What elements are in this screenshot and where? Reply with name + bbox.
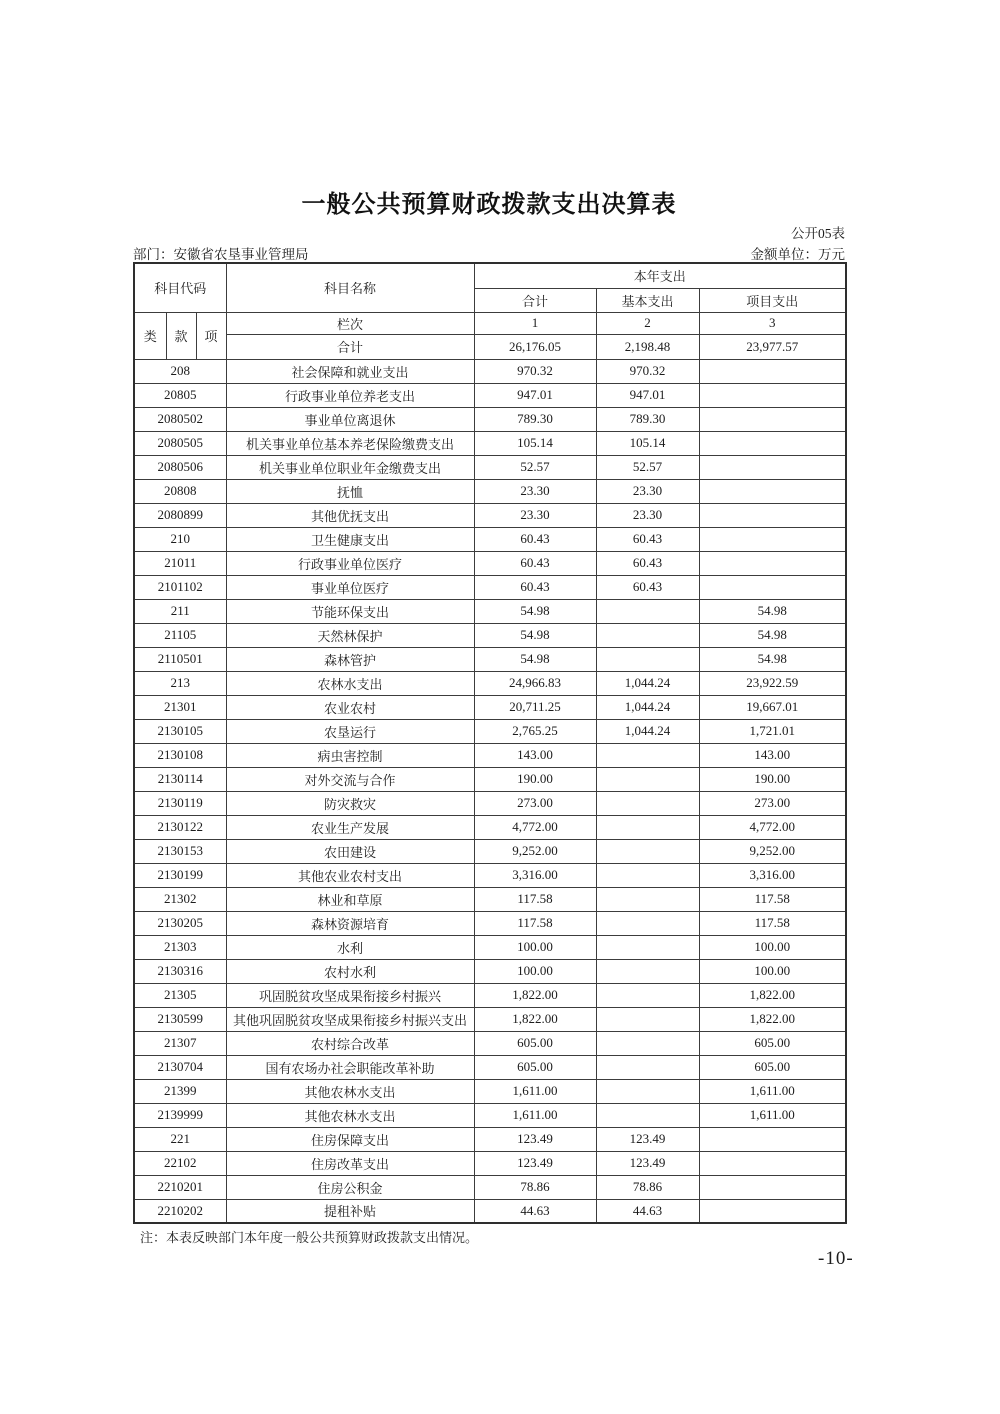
- total-cell: 970.32: [474, 359, 596, 383]
- grand-total-basic: 2,198.48: [596, 334, 699, 359]
- basic-expenditure-cell: [596, 911, 699, 935]
- subject-code-cell: 210: [134, 527, 226, 551]
- project-expenditure-cell: 9,252.00: [699, 839, 846, 863]
- project-expenditure-cell: 54.98: [699, 623, 846, 647]
- class-header: 类: [134, 312, 166, 359]
- subject-name-cell: 农村水利: [226, 959, 474, 983]
- project-expenditure-cell: [699, 527, 846, 551]
- subject-code-cell: 2130114: [134, 767, 226, 791]
- total-cell: 3,316.00: [474, 863, 596, 887]
- project-expenditure-cell: [699, 431, 846, 455]
- subject-code-cell: 22102: [134, 1151, 226, 1175]
- amount-unit-label: 金额单位：万元: [750, 247, 845, 262]
- page-number: -10-: [818, 1248, 854, 1269]
- table-row: [134, 575, 846, 599]
- table-row: [134, 623, 846, 647]
- subject-code-cell: 21011: [134, 551, 226, 575]
- subject-name-cell: 水利: [226, 935, 474, 959]
- total-cell: 123.49: [474, 1151, 596, 1175]
- basic-expenditure-cell: 1,044.24: [596, 671, 699, 695]
- basic-expenditure-cell: [596, 1079, 699, 1103]
- project-expenditure-cell: 1,611.00: [699, 1103, 846, 1127]
- total-cell: 1,822.00: [474, 983, 596, 1007]
- column-number-1: 1: [474, 312, 596, 334]
- basic-expenditure-cell: [596, 599, 699, 623]
- subject-code-cell: 2080505: [134, 431, 226, 455]
- table-row: [134, 431, 846, 455]
- total-cell: 190.00: [474, 767, 596, 791]
- basic-expenditure-cell: [596, 767, 699, 791]
- current-year-expenditure-header: 本年支出: [474, 263, 846, 288]
- subject-name-cell: 农村综合改革: [226, 1031, 474, 1055]
- total-cell: 1,822.00: [474, 1007, 596, 1031]
- header-row-1: [134, 263, 846, 288]
- subject-code-cell: 2110501: [134, 647, 226, 671]
- basic-expenditure-cell: 60.43: [596, 575, 699, 599]
- table-row: [134, 839, 846, 863]
- total-cell: 60.43: [474, 575, 596, 599]
- total-cell: 789.30: [474, 407, 596, 431]
- basic-expenditure-cell: [596, 647, 699, 671]
- subject-name-cell: 农业农村: [226, 695, 474, 719]
- table-row: [134, 1079, 846, 1103]
- subject-name-cell: 其他优抚支出: [226, 503, 474, 527]
- basic-expenditure-cell: 105.14: [596, 431, 699, 455]
- public-table-code: 公开05表: [791, 226, 845, 241]
- total-cell: 605.00: [474, 1031, 596, 1055]
- table-row: [134, 1007, 846, 1031]
- subject-code-cell: 21303: [134, 935, 226, 959]
- basic-expenditure-cell: [596, 959, 699, 983]
- basic-expenditure-cell: 970.32: [596, 359, 699, 383]
- subject-name-cell: 森林资源培育: [226, 911, 474, 935]
- subject-code-cell: 2130704: [134, 1055, 226, 1079]
- subject-code-cell: 20805: [134, 383, 226, 407]
- subject-code-cell: 2139999: [134, 1103, 226, 1127]
- basic-expenditure-cell: [596, 887, 699, 911]
- table-row: [134, 1127, 846, 1151]
- table-row: [134, 935, 846, 959]
- subject-name-cell: 林业和草原: [226, 887, 474, 911]
- project-expenditure-cell: 100.00: [699, 935, 846, 959]
- table-row: [134, 695, 846, 719]
- basic-expenditure-cell: 1,044.24: [596, 695, 699, 719]
- basic-expenditure-cell: [596, 743, 699, 767]
- subject-name-cell: 农林水支出: [226, 671, 474, 695]
- subject-code-cell: 2130105: [134, 719, 226, 743]
- basic-expenditure-cell: [596, 1031, 699, 1055]
- table-row: [134, 383, 846, 407]
- subject-code-cell: 2130108: [134, 743, 226, 767]
- grand-total-label: 合计: [226, 334, 474, 359]
- total-cell: 105.14: [474, 431, 596, 455]
- subject-name-cell: 对外交流与合作: [226, 767, 474, 791]
- subject-code-cell: 20808: [134, 479, 226, 503]
- subject-name-cell: 住房改革支出: [226, 1151, 474, 1175]
- subject-code-cell: 2080899: [134, 503, 226, 527]
- table-row: [134, 359, 846, 383]
- project-expenditure-cell: [699, 551, 846, 575]
- table-row: [134, 983, 846, 1007]
- subject-name-cell: 天然林保护: [226, 623, 474, 647]
- subject-name-cell: 节能环保支出: [226, 599, 474, 623]
- total-cell: 605.00: [474, 1055, 596, 1079]
- basic-expenditure-cell: [596, 863, 699, 887]
- subject-code-cell: 2130122: [134, 815, 226, 839]
- subject-code-cell: 21305: [134, 983, 226, 1007]
- project-expenditure-cell: 1,611.00: [699, 1079, 846, 1103]
- subject-code-cell: 2080502: [134, 407, 226, 431]
- project-expenditure-cell: 4,772.00: [699, 815, 846, 839]
- basic-expenditure-cell: [596, 791, 699, 815]
- table-row: [134, 671, 846, 695]
- subject-name-cell: 提租补贴: [226, 1199, 474, 1223]
- column-number-2: 2: [596, 312, 699, 334]
- subject-code-cell: 2130599: [134, 1007, 226, 1031]
- subject-name-cell: 机关事业单位职业年金缴费支出: [226, 455, 474, 479]
- subject-code-cell: 2130119: [134, 791, 226, 815]
- project-expenditure-cell: 143.00: [699, 743, 846, 767]
- total-cell: 23.30: [474, 503, 596, 527]
- total-cell: 123.49: [474, 1127, 596, 1151]
- project-expenditure-cell: [699, 503, 846, 527]
- basic-expenditure-cell: [596, 839, 699, 863]
- subject-name-cell: 病虫害控制: [226, 743, 474, 767]
- table-row: [134, 455, 846, 479]
- total-cell: 100.00: [474, 935, 596, 959]
- project-expenditure-cell: 23,922.59: [699, 671, 846, 695]
- total-cell: 143.00: [474, 743, 596, 767]
- basic-expenditure-cell: [596, 815, 699, 839]
- page-title: 一般公共预算财政拨款支出决算表: [301, 191, 677, 218]
- table-row: [134, 551, 846, 575]
- subject-code-cell: 208: [134, 359, 226, 383]
- project-expenditure-cell: 1,822.00: [699, 983, 846, 1007]
- basic-expenditure-cell: 78.86: [596, 1175, 699, 1199]
- subject-name-cell: 农垦运行: [226, 719, 474, 743]
- total-cell: 947.01: [474, 383, 596, 407]
- project-expenditure-cell: 54.98: [699, 647, 846, 671]
- basic-expenditure-cell: [596, 623, 699, 647]
- project-expenditure-cell: 3,316.00: [699, 863, 846, 887]
- table-row: [134, 1199, 846, 1223]
- subject-code-cell: 2130205: [134, 911, 226, 935]
- column-number-3: 3: [699, 312, 846, 334]
- total-cell: 78.86: [474, 1175, 596, 1199]
- project-expenditure-cell: [699, 479, 846, 503]
- subject-name-cell: 巩固脱贫攻坚成果衔接乡村振兴: [226, 983, 474, 1007]
- total-cell: 9,252.00: [474, 839, 596, 863]
- subject-code-cell: 2130199: [134, 863, 226, 887]
- basic-expenditure-cell: 789.30: [596, 407, 699, 431]
- basic-expenditure-cell: 23.30: [596, 479, 699, 503]
- subject-name-cell: 国有农场办社会职能改革补助: [226, 1055, 474, 1079]
- basic-expenditure-cell: 123.49: [596, 1151, 699, 1175]
- subject-code-cell: 21399: [134, 1079, 226, 1103]
- subject-name-cell: 防灾救灾: [226, 791, 474, 815]
- section-header: 款: [166, 312, 196, 359]
- subject-name-cell: 抚恤: [226, 479, 474, 503]
- project-expenditure-cell: 117.58: [699, 911, 846, 935]
- total-cell: 54.98: [474, 623, 596, 647]
- table-body: [134, 359, 846, 1223]
- basic-expenditure-cell: 60.43: [596, 551, 699, 575]
- subject-name-cell: 其他农业农村支出: [226, 863, 474, 887]
- table-row: [134, 911, 846, 935]
- project-expenditure-cell: 19,667.01: [699, 695, 846, 719]
- project-expenditure-cell: [699, 359, 846, 383]
- subject-code-cell: 213: [134, 671, 226, 695]
- subject-name-cell: 其他农林水支出: [226, 1103, 474, 1127]
- total-cell: 273.00: [474, 791, 596, 815]
- grand-total-row: [134, 334, 846, 359]
- subject-name-cell: 住房保障支出: [226, 1127, 474, 1151]
- subject-name-cell: 社会保障和就业支出: [226, 359, 474, 383]
- table-row: [134, 1055, 846, 1079]
- total-column-header: 合计: [474, 288, 596, 312]
- table-row: [134, 791, 846, 815]
- basic-expenditure-cell: 123.49: [596, 1127, 699, 1151]
- basic-expenditure-cell: 44.63: [596, 1199, 699, 1223]
- table-row: [134, 959, 846, 983]
- project-expenditure-cell: 54.98: [699, 599, 846, 623]
- grand-total-total: 26,176.05: [474, 334, 596, 359]
- header-row-3: [134, 312, 846, 334]
- total-cell: 23.30: [474, 479, 596, 503]
- subject-name-cell: 农田建设: [226, 839, 474, 863]
- table-row: [134, 863, 846, 887]
- basic-expenditure-cell: [596, 983, 699, 1007]
- grand-total-project: 23,977.57: [699, 334, 846, 359]
- subject-code-cell: 2130316: [134, 959, 226, 983]
- project-expenditure-cell: 605.00: [699, 1055, 846, 1079]
- subject-code-cell: 21307: [134, 1031, 226, 1055]
- basic-expenditure-cell: 23.30: [596, 503, 699, 527]
- subject-name-cell: 卫生健康支出: [226, 527, 474, 551]
- total-cell: 117.58: [474, 887, 596, 911]
- subject-name-cell: 其他农林水支出: [226, 1079, 474, 1103]
- table-row: [134, 743, 846, 767]
- subject-code-cell: 2130153: [134, 839, 226, 863]
- table-row: [134, 1151, 846, 1175]
- total-cell: 117.58: [474, 911, 596, 935]
- project-expenditure-cell: 117.58: [699, 887, 846, 911]
- table-note: 注：本表反映部门本年度一般公共预算财政拨款支出情况。: [140, 1230, 479, 1245]
- table-row: [134, 1175, 846, 1199]
- subject-name-cell: 住房公积金: [226, 1175, 474, 1199]
- total-cell: 2,765.25: [474, 719, 596, 743]
- subject-name-cell: 农业生产发展: [226, 815, 474, 839]
- table-row: [134, 887, 846, 911]
- total-cell: 24,966.83: [474, 671, 596, 695]
- subject-name-cell: 森林管护: [226, 647, 474, 671]
- basic-expenditure-cell: [596, 935, 699, 959]
- department-label: 部门：安徽省农垦事业管理局: [133, 247, 309, 262]
- total-cell: 52.57: [474, 455, 596, 479]
- table-row: [134, 599, 846, 623]
- basic-expenditure-column-header: 基本支出: [596, 288, 699, 312]
- project-expenditure-cell: [699, 1151, 846, 1175]
- project-expenditure-cell: [699, 407, 846, 431]
- project-expenditure-cell: 190.00: [699, 767, 846, 791]
- total-cell: 20,711.25: [474, 695, 596, 719]
- total-cell: 4,772.00: [474, 815, 596, 839]
- project-expenditure-cell: [699, 455, 846, 479]
- subject-name-cell: 事业单位医疗: [226, 575, 474, 599]
- table-row: [134, 815, 846, 839]
- basic-expenditure-cell: 52.57: [596, 455, 699, 479]
- basic-expenditure-cell: 60.43: [596, 527, 699, 551]
- subject-code-cell: 211: [134, 599, 226, 623]
- table-row: [134, 719, 846, 743]
- basic-expenditure-cell: [596, 1055, 699, 1079]
- column-index-label: 栏次: [226, 312, 474, 334]
- total-cell: 1,611.00: [474, 1079, 596, 1103]
- subject-code-header: 科目代码: [134, 263, 226, 312]
- project-expenditure-column-header: 项目支出: [699, 288, 846, 312]
- subject-code-cell: 2210202: [134, 1199, 226, 1223]
- project-expenditure-cell: [699, 1175, 846, 1199]
- project-expenditure-cell: 100.00: [699, 959, 846, 983]
- total-cell: 54.98: [474, 599, 596, 623]
- table-row: [134, 503, 846, 527]
- subject-code-cell: 2210201: [134, 1175, 226, 1199]
- subject-code-cell: 21302: [134, 887, 226, 911]
- project-expenditure-cell: 273.00: [699, 791, 846, 815]
- table-header: [134, 263, 846, 359]
- table-row: [134, 767, 846, 791]
- basic-expenditure-cell: 947.01: [596, 383, 699, 407]
- total-cell: 44.63: [474, 1199, 596, 1223]
- project-expenditure-cell: 605.00: [699, 1031, 846, 1055]
- subject-code-cell: 221: [134, 1127, 226, 1151]
- total-cell: 60.43: [474, 551, 596, 575]
- table-row: [134, 479, 846, 503]
- table-row: [134, 407, 846, 431]
- subject-name-cell: 行政事业单位养老支出: [226, 383, 474, 407]
- subject-name-cell: 事业单位离退休: [226, 407, 474, 431]
- table-row: [134, 1103, 846, 1127]
- basic-expenditure-cell: [596, 1103, 699, 1127]
- subject-name-cell: 机关事业单位基本养老保险缴费支出: [226, 431, 474, 455]
- project-expenditure-cell: [699, 1199, 846, 1223]
- subject-name-cell: 行政事业单位医疗: [226, 551, 474, 575]
- subject-code-cell: 21105: [134, 623, 226, 647]
- subject-code-cell: 2101102: [134, 575, 226, 599]
- subject-code-cell: 21301: [134, 695, 226, 719]
- project-expenditure-cell: [699, 575, 846, 599]
- table-row: [134, 527, 846, 551]
- table-row: [134, 647, 846, 671]
- item-header: 项: [196, 312, 226, 359]
- table-row: [134, 1031, 846, 1055]
- project-expenditure-cell: [699, 383, 846, 407]
- total-cell: 54.98: [474, 647, 596, 671]
- total-cell: 100.00: [474, 959, 596, 983]
- expenditure-table: [133, 262, 847, 1224]
- total-cell: 1,611.00: [474, 1103, 596, 1127]
- subject-name-header: 科目名称: [226, 263, 474, 312]
- project-expenditure-cell: 1,721.01: [699, 719, 846, 743]
- project-expenditure-cell: [699, 1127, 846, 1151]
- basic-expenditure-cell: [596, 1007, 699, 1031]
- subject-name-cell: 其他巩固脱贫攻坚成果衔接乡村振兴支出: [226, 1007, 474, 1031]
- project-expenditure-cell: 1,822.00: [699, 1007, 846, 1031]
- table-meta-row: [133, 243, 845, 263]
- total-cell: 60.43: [474, 527, 596, 551]
- basic-expenditure-cell: 1,044.24: [596, 719, 699, 743]
- subject-code-cell: 2080506: [134, 455, 226, 479]
